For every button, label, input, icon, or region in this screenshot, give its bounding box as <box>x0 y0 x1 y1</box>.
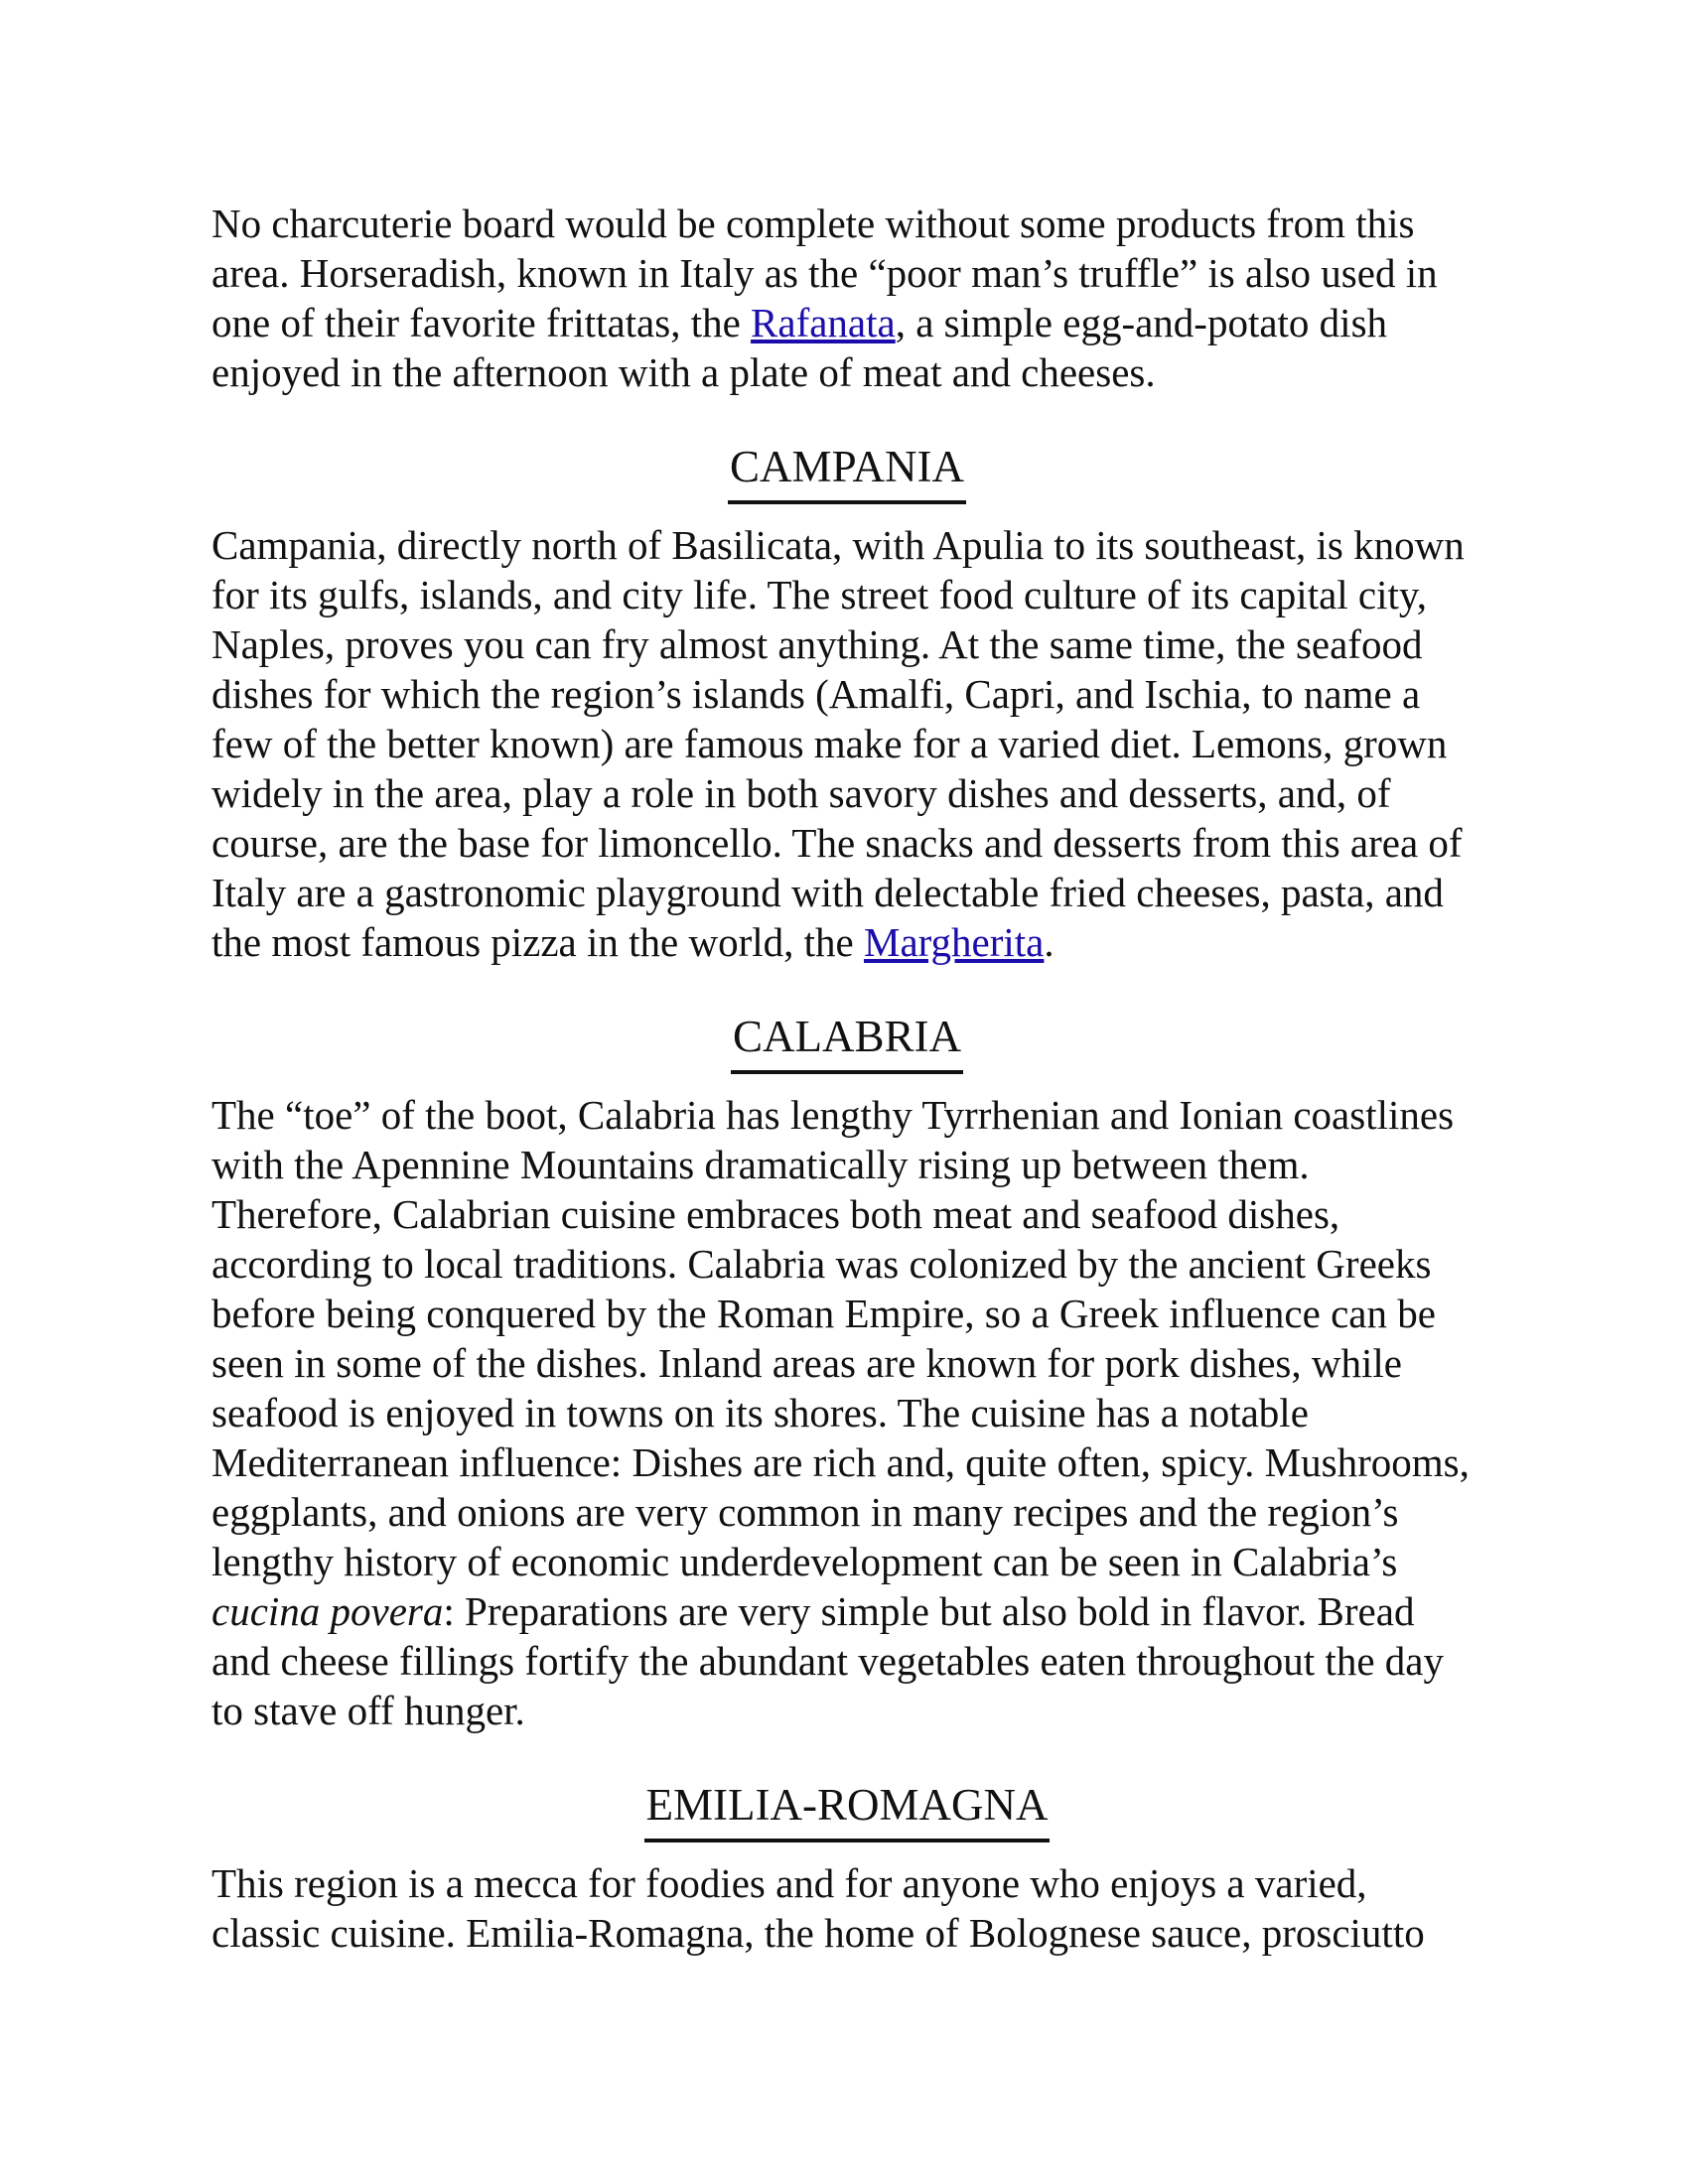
intro-text-before-link: No charcuterie board would be complete without some products from this area. Horseradish, known in Italy as the “poor man’s truffle” is also used in one of their favorite frittatas, the <box>211 201 1438 345</box>
calabria-text-before-italic: The “toe” of the boot, Calabria has lengthy Tyrrhenian and Ionian coastlines with the Apennine Mountains dramatically rising up between them. Therefore, Calabrian cuisine embraces both meat and seafood dishes, according to local traditions. Calabria was colonized by the ancient Greeks before being conquered by the Roman Empire, so a Greek influence can be seen in some of the dishes. Inland areas are known for pork dishes, while seafood is enjoyed in towns on its shores. The cuisine has a notable Mediterranean influence: Dishes are rich and, quite often, spicy. Mushrooms, eggplants, and onions are very common in many recipes and the region’s lengthy history of economic underdevelopment can be seen in Calabria’s <box>211 1092 1470 1584</box>
cucina-povera-italic: cucina povera <box>211 1588 444 1634</box>
calabria-text-after-italic: : Preparations are very simple but also bold in flavor. Bread and cheese fillings fortify the abundant vegetables eaten throughout the day to stave off hunger. <box>211 1588 1444 1733</box>
emilia-romagna-heading <box>211 1777 1482 1843</box>
document-page <box>211 199 1482 1958</box>
campania-text-after-link: . <box>1044 919 1055 965</box>
margherita-link[interactable]: Margherita <box>863 919 1045 965</box>
rafanata-link[interactable]: Rafanata <box>751 300 896 345</box>
campania-heading <box>211 439 1482 504</box>
campania-paragraph <box>211 520 1482 967</box>
calabria-paragraph <box>211 1090 1482 1735</box>
campania-heading-text: CAMPANIA <box>728 439 966 504</box>
campania-text-before-link: Campania, directly north of Basilicata, with Apulia to its southeast, is known for its gulfs, islands, and city life. The street food culture of its capital city, Naples, proves you can fry almost anything. At the same time, the seafood dishes for which the region’s islands (Amalfi, Capri, and Ischia, to name a few of the better known) are famous make for a varied diet. Lemons, grown widely in the area, play a role in both savory dishes and desserts, and, of course, are the base for limoncello. The snacks and desserts from this area of Italy are a gastronomic playground with delectable fried cheeses, pasta, and the most famous pizza in the world, the <box>211 522 1465 965</box>
emilia-romagna-paragraph: This region is a mecca for foodies and for anyone who enjoys a varied, classic cuisine. Emilia-Romagna, the home of Bolognese sauce, prosciutto <box>211 1860 1425 1956</box>
intro-text-after-link: , a simple egg-and-potato dish enjoyed in the afternoon with a plate of meat and cheeses. <box>211 300 1388 395</box>
emilia-romagna-heading-text: EMILIA-ROMAGNA <box>644 1777 1051 1843</box>
intro-paragraph <box>211 199 1482 397</box>
calabria-heading <box>211 1009 1482 1074</box>
calabria-heading-text: CALABRIA <box>731 1009 963 1074</box>
